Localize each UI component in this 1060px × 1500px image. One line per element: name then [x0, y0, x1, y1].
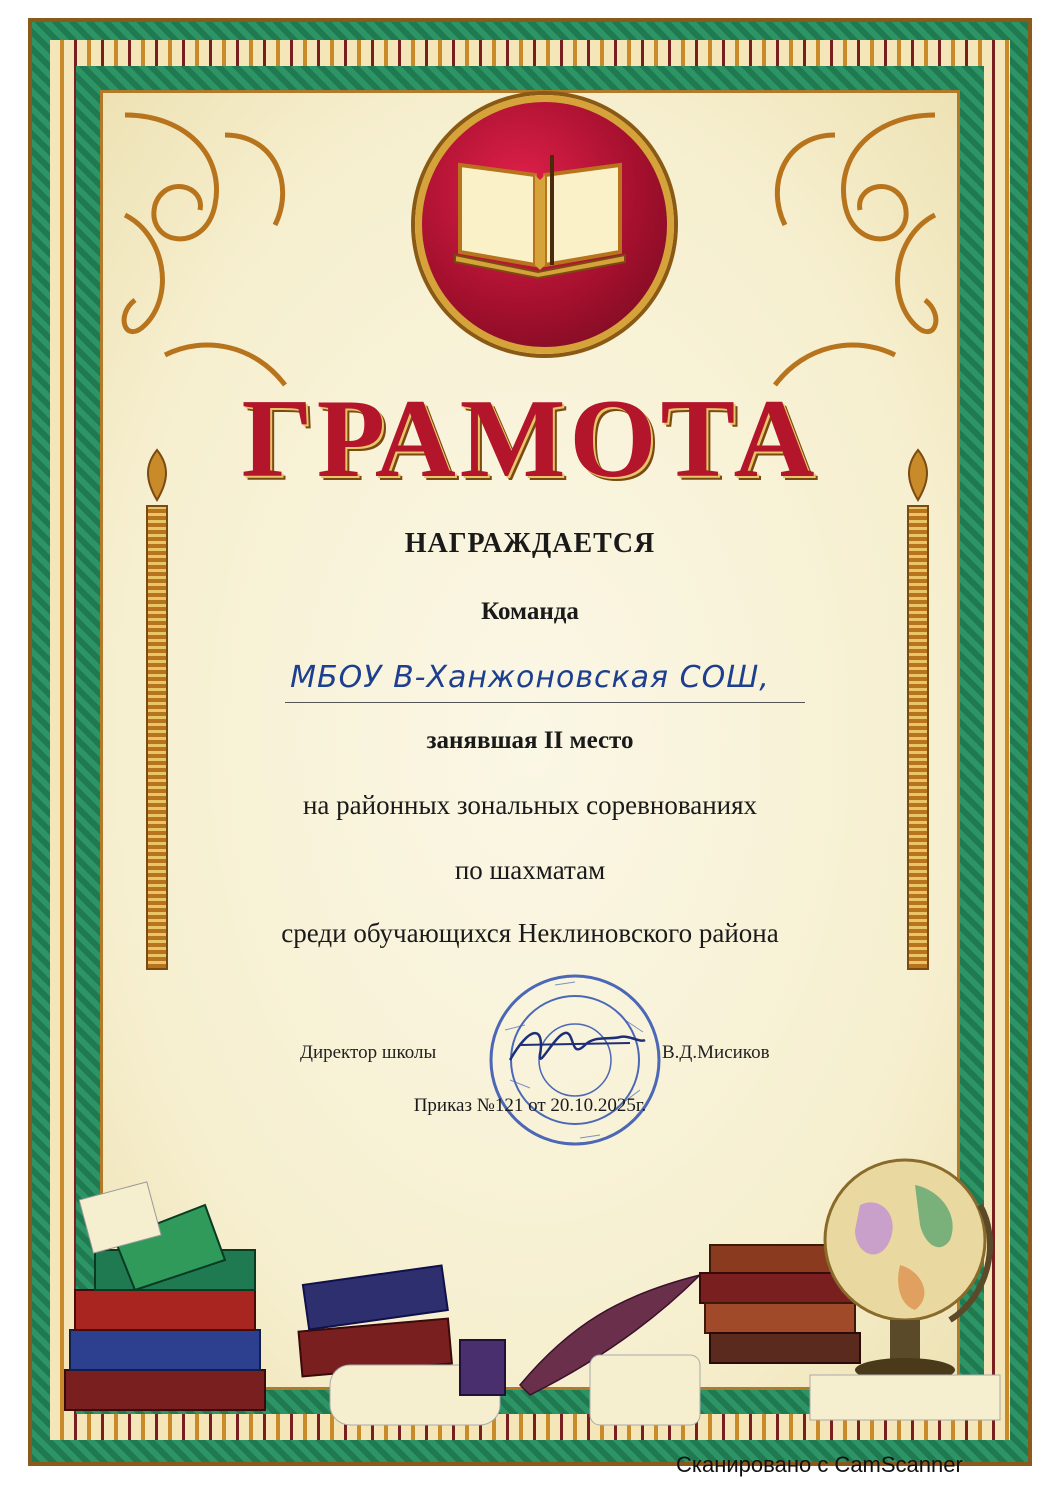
director-role: Директор школы	[300, 1042, 437, 1063]
team-name-underline	[285, 702, 805, 703]
open-book-icon	[450, 140, 630, 280]
flourish-ornament-left	[105, 95, 315, 395]
stacked-books-left	[55, 1180, 315, 1430]
director-signature	[500, 1015, 650, 1075]
handwritten-team-name: МБОУ В-Ханжоновская СОШ,	[290, 660, 770, 695]
competition-line-3: среди обучающихся Неклиновского района	[281, 918, 779, 948]
books-and-inkwell	[290, 1245, 710, 1435]
place-text: занявшая II место	[426, 727, 634, 754]
team-label: Команда	[481, 598, 579, 625]
globe-icon	[690, 1145, 1010, 1435]
competition-line-2: по шахматам	[454, 855, 606, 885]
certificate-title: ГРАМОТА	[241, 377, 819, 501]
competition-line-1: на районных зональных соревнованиях	[302, 790, 758, 820]
order-reference: Приказ №121 от 20.10.2025г.	[413, 1095, 647, 1116]
flourish-ornament-right	[745, 95, 955, 395]
awarded-heading: НАГРАЖДАЕТСЯ	[404, 528, 656, 559]
director-name: В.Д.Мисиков	[662, 1042, 770, 1063]
camscanner-watermark: Сканировано с CamScanner	[676, 1452, 963, 1477]
